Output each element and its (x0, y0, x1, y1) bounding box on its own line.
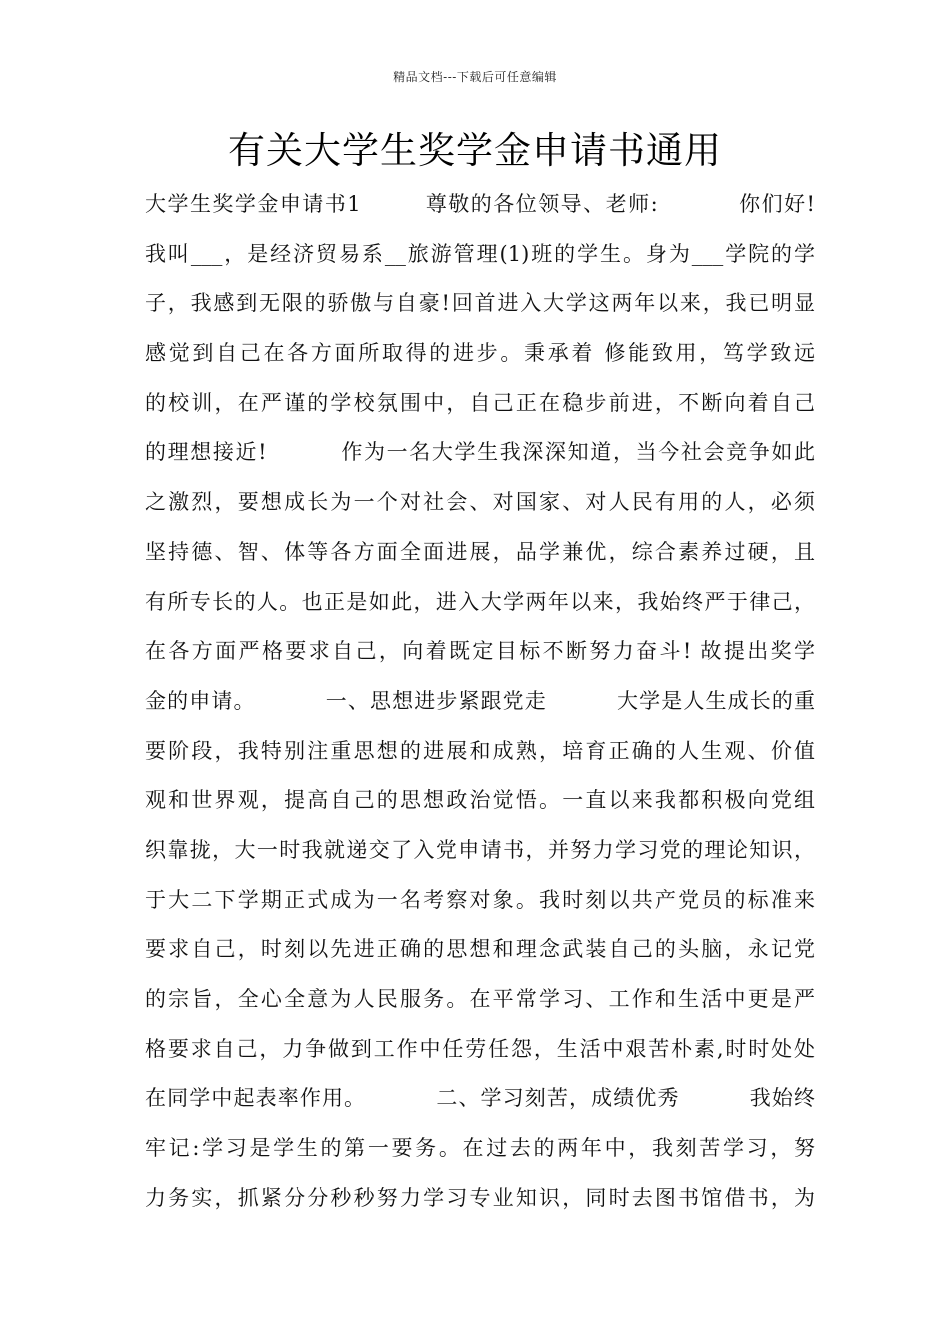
body-line: 我叫___，是经济贸易系__旅游管理(1)班的学生。身为___学院的学 (145, 241, 815, 266)
document-body (145, 180, 815, 1223)
body-line: 的理想接近! 作为一名大学生我深深知道，当今社会竞争如此 (145, 440, 815, 465)
body-line: 观和世界观，提高自己的思想政治觉悟。一直以来我都积极向党组 (145, 788, 815, 813)
body-line: 力务实，抓紧分分秒秒努力学习专业知识，同时去图书馆借书，为 (145, 1185, 815, 1210)
body-line: 在各方面严格要求自己，向着既定目标不断努力奋斗! 故提出奖学 (145, 639, 815, 664)
body-line: 的宗旨，全心全意为人民服务。在平常学习、工作和生活中更是严 (145, 987, 815, 1011)
body-line: 有所专长的人。也正是如此，进入大学两年以来，我始终严于律己， (145, 589, 815, 614)
body-line: 感觉到自己在各方面所取得的进步。秉承着 修能致用，笃学致远 (145, 341, 815, 366)
body-line: 织靠拢，大一时我就递交了入党申请书，并努力学习党的理论知识， (145, 837, 815, 862)
body-line: 要阶段，我特别注重思想的进展和成熟，培育正确的人生观、价值 (145, 738, 815, 763)
body-line: 要求自己，时刻以先进正确的思想和理念武装自己的头脑，永记党 (145, 937, 815, 962)
body-line: 的校训，在严谨的学校氛围中，自己正在稳步前进，不断向着自己 (145, 390, 815, 415)
body-line: 在同学中起表率作用。 二、学习刻苦，成绩优秀 我始终 (145, 1086, 815, 1111)
header-note: 精品文档---下载后可任意编辑 (393, 70, 557, 84)
body-line: 坚持德、智、体等各方面全面进展，品学兼优，综合素养过硬，且 (145, 539, 815, 564)
body-line: 格要求自己，力争做到工作中任劳任怨，生活中艰苦朴素,时时处处 (145, 1036, 815, 1061)
body-line: 子，我感到无限的骄傲与自豪!回首进入大学这两年以来，我已明显 (145, 291, 815, 316)
document-title: 有关大学生奖学金申请书通用 (228, 129, 722, 172)
body-line: 牢记:学习是学生的第一要务。在过去的两年中，我刻苦学习，努 (145, 1136, 815, 1161)
body-line: 大学生奖学金申请书1 尊敬的各位领导、老师: 你们好! (145, 192, 815, 216)
body-line: 于大二下学期正式成为一名考察对象。我时刻以共产党员的标准来 (145, 887, 815, 912)
body-line: 之激烈，要想成长为一个对社会、对国家、对人民有用的人，必须 (145, 490, 815, 515)
body-line: 金的申请。 一、思想进步紧跟党走 大学是人生成长的重 (145, 688, 815, 713)
